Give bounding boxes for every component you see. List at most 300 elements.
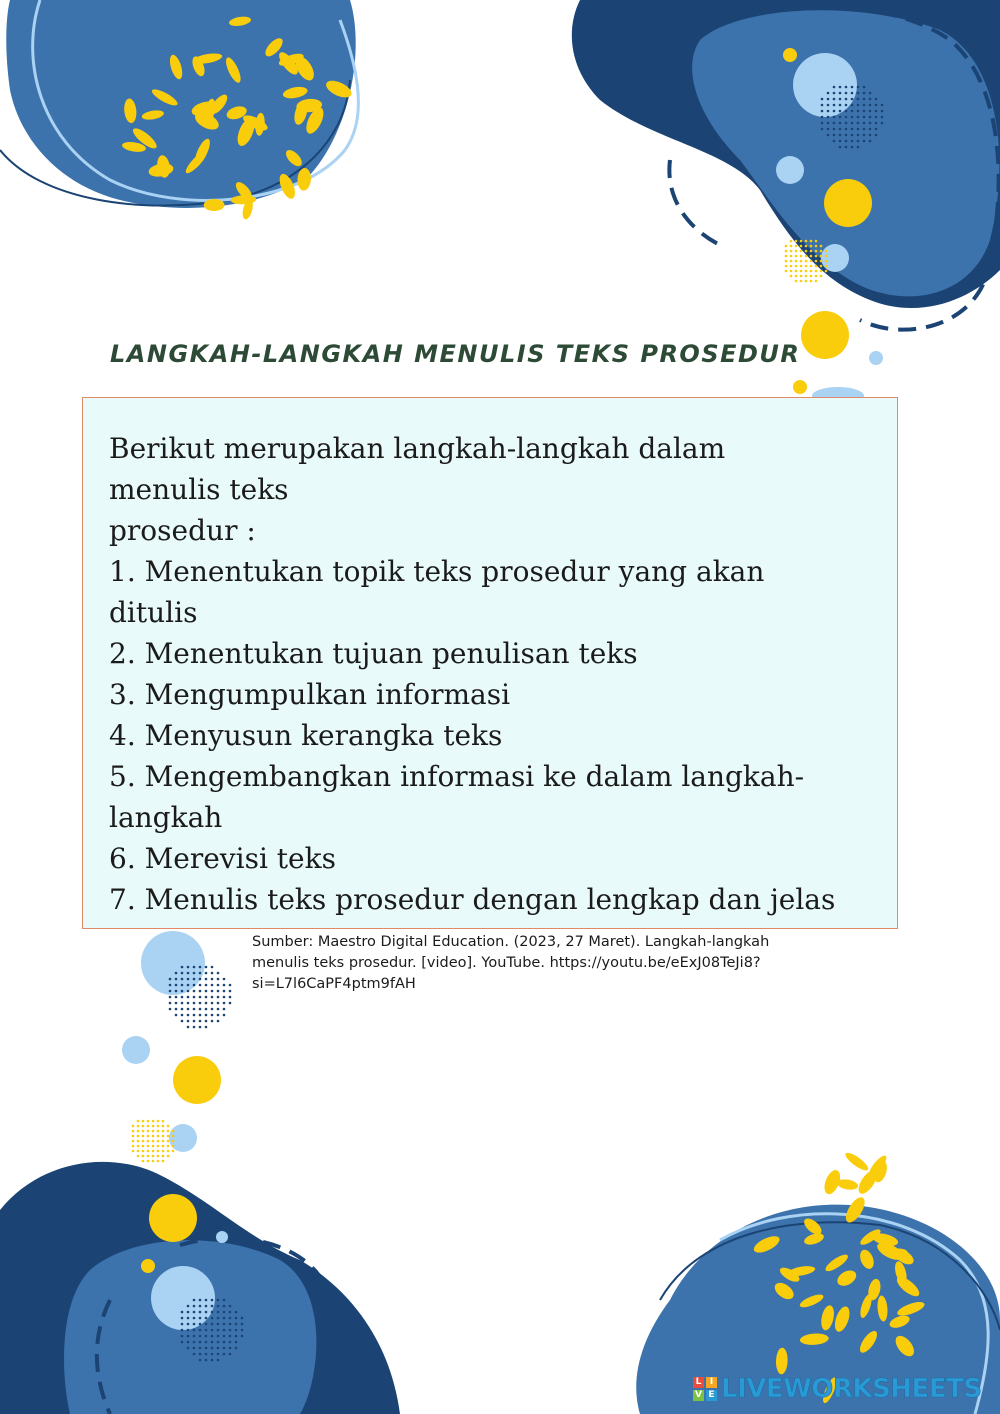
step-line: 2. Menentukan tujuan penulisan teks: [109, 637, 638, 670]
dot: [217, 1008, 220, 1011]
dot: [162, 1125, 165, 1128]
dot: [181, 984, 184, 987]
circles-middle-left: [122, 931, 231, 1162]
dot: [152, 1160, 155, 1163]
dot: [205, 1335, 208, 1338]
dot: [199, 1323, 202, 1326]
dot: [211, 1008, 214, 1011]
dot: [241, 1335, 244, 1338]
dot: [875, 116, 878, 119]
dot: [199, 1317, 202, 1320]
dot: [205, 1020, 208, 1023]
dot: [875, 122, 878, 125]
dot: [790, 265, 793, 268]
dot: [223, 1323, 226, 1326]
dot: [845, 146, 848, 149]
dot: [800, 245, 803, 248]
dot: [172, 1145, 175, 1148]
liveworksheets-logo: [693, 1372, 982, 1406]
page-title: LANGKAH-LANGKAH MENULIS TEKS PROSEDUR: [110, 340, 801, 368]
dot: [857, 146, 860, 149]
dot: [875, 98, 878, 101]
dot: [217, 978, 220, 981]
dot: [187, 1341, 190, 1344]
dot: [211, 1353, 214, 1356]
dot: [810, 240, 813, 243]
dot: [132, 1140, 135, 1143]
dot: [147, 1145, 150, 1148]
dot: [199, 1347, 202, 1350]
dot: [881, 104, 884, 107]
dot: [193, 1020, 196, 1023]
dot: [193, 984, 196, 987]
dot: [181, 1020, 184, 1023]
dot: [815, 250, 818, 253]
dot: [193, 1341, 196, 1344]
dot: [857, 134, 860, 137]
dot: [187, 1335, 190, 1338]
dot: [217, 1329, 220, 1332]
dot: [820, 275, 823, 278]
seed-shape: [204, 199, 225, 211]
dot: [863, 92, 866, 95]
dot: [187, 1317, 190, 1320]
dot: [235, 1323, 238, 1326]
dot: [157, 1130, 160, 1133]
dot: [217, 1317, 220, 1320]
dot: [863, 122, 866, 125]
dot: [147, 1125, 150, 1128]
dot: [217, 1323, 220, 1326]
dot: [863, 98, 866, 101]
dot: [181, 996, 184, 999]
dot: [193, 1353, 196, 1356]
dot: [833, 98, 836, 101]
dot: [810, 270, 813, 273]
dot: [795, 265, 798, 268]
dot: [223, 1299, 226, 1302]
dot: [181, 1329, 184, 1332]
dot: [199, 984, 202, 987]
dot: [217, 972, 220, 975]
dot: [863, 86, 866, 89]
dot: [169, 984, 172, 987]
dot: [800, 275, 803, 278]
dot: [193, 966, 196, 969]
dot: [142, 1150, 145, 1153]
dot: [137, 1145, 140, 1148]
dot: [821, 98, 824, 101]
dot: [839, 116, 842, 119]
dot: [193, 1329, 196, 1332]
dot: [229, 1353, 232, 1356]
dot: [820, 245, 823, 248]
dot: [187, 1347, 190, 1350]
dot: [217, 990, 220, 993]
dot: [157, 1145, 160, 1148]
dot: [142, 1140, 145, 1143]
dot: [162, 1135, 165, 1138]
dot: [235, 1341, 238, 1344]
dot: [839, 146, 842, 149]
dot: [795, 240, 798, 243]
dot: [169, 996, 172, 999]
dot: [800, 280, 803, 283]
dot: [845, 98, 848, 101]
dot: [211, 1317, 214, 1320]
dot: [820, 270, 823, 273]
dot: [211, 996, 214, 999]
dot: [857, 104, 860, 107]
dot: [851, 86, 854, 89]
dot: [223, 990, 226, 993]
dot: [815, 270, 818, 273]
dot: [132, 1125, 135, 1128]
dot: [223, 1353, 226, 1356]
dot: [217, 1305, 220, 1308]
dot: [211, 1002, 214, 1005]
dot: [790, 245, 793, 248]
dot: [827, 116, 830, 119]
logo-mark-letter: E: [706, 1390, 717, 1401]
dot: [132, 1150, 135, 1153]
dot: [175, 984, 178, 987]
step-line: 3. Mengumpulkan informasi: [109, 678, 511, 711]
dot: [785, 265, 788, 268]
dot: [217, 1311, 220, 1314]
dot: [199, 1008, 202, 1011]
dot: [223, 1002, 226, 1005]
dot: [205, 1347, 208, 1350]
dot: [785, 245, 788, 248]
dot: [187, 1329, 190, 1332]
dot: [810, 275, 813, 278]
dot: [172, 1140, 175, 1143]
dot: [875, 128, 878, 131]
dot: [790, 275, 793, 278]
dot: [845, 128, 848, 131]
dot: [157, 1160, 160, 1163]
dot: [147, 1160, 150, 1163]
step-line: langkah: [109, 801, 223, 834]
dot: [137, 1140, 140, 1143]
dot: [869, 116, 872, 119]
dot: [205, 1008, 208, 1011]
dot: [162, 1160, 165, 1163]
dot: [187, 1311, 190, 1314]
dot: [187, 978, 190, 981]
dot: [241, 1317, 244, 1320]
dot: [825, 255, 828, 258]
dot: [132, 1135, 135, 1138]
dot: [241, 1323, 244, 1326]
dot: [241, 1329, 244, 1332]
dot: [235, 1329, 238, 1332]
dot: [162, 1130, 165, 1133]
dot: [857, 140, 860, 143]
dot: [199, 1341, 202, 1344]
step-line: 4. Menyusun kerangka teks: [109, 719, 503, 752]
source-line: menulis teks prosedur. [video]. YouTube. https://youtu.be/eExJ08TeJi8?: [252, 955, 761, 971]
dot: [800, 255, 803, 258]
dot: [181, 990, 184, 993]
dot: [827, 98, 830, 101]
intro-line: menulis teks: [109, 473, 289, 506]
dot: [205, 990, 208, 993]
dot: [137, 1120, 140, 1123]
dot: [851, 146, 854, 149]
dot: [785, 270, 788, 273]
dot: [223, 1311, 226, 1314]
dot: [152, 1145, 155, 1148]
dot: [187, 1008, 190, 1011]
dot: [863, 116, 866, 119]
dot: [815, 265, 818, 268]
dot: [845, 86, 848, 89]
dot: [795, 270, 798, 273]
dot: [229, 1002, 232, 1005]
dot: [211, 972, 214, 975]
dot: [869, 92, 872, 95]
dot: [187, 1002, 190, 1005]
dot: [795, 255, 798, 258]
dot: [217, 1341, 220, 1344]
seed-shape: [843, 1150, 870, 1173]
dot: [157, 1125, 160, 1128]
dot: [857, 110, 860, 113]
dot: [857, 98, 860, 101]
dot: [181, 1341, 184, 1344]
dot: [839, 104, 842, 107]
dot: [223, 1317, 226, 1320]
dot: [825, 250, 828, 253]
dot: [193, 1305, 196, 1308]
dot: [863, 104, 866, 107]
dot: [167, 1125, 170, 1128]
dot: [187, 990, 190, 993]
dot: [810, 265, 813, 268]
dot: [821, 122, 824, 125]
dot: [193, 1002, 196, 1005]
dot: [152, 1150, 155, 1153]
dot: [790, 240, 793, 243]
dot: [821, 104, 824, 107]
dot: [795, 280, 798, 283]
dot: [820, 250, 823, 253]
dot: [815, 245, 818, 248]
dot: [169, 990, 172, 993]
dot: [863, 140, 866, 143]
dot: [181, 966, 184, 969]
dot: [205, 1329, 208, 1332]
dot: [205, 984, 208, 987]
dot: [142, 1120, 145, 1123]
dot: [205, 1311, 208, 1314]
dot: [839, 140, 842, 143]
dot: [199, 990, 202, 993]
dot: [205, 1341, 208, 1344]
dot: [167, 1150, 170, 1153]
dot: [815, 260, 818, 263]
dot: [187, 1323, 190, 1326]
dot: [181, 1008, 184, 1011]
dot: [881, 122, 884, 125]
dot: [827, 92, 830, 95]
dot: [199, 978, 202, 981]
dot: [217, 1002, 220, 1005]
dot: [851, 116, 854, 119]
dot: [851, 140, 854, 143]
dot: [175, 996, 178, 999]
dot: [795, 245, 798, 248]
dot: [800, 260, 803, 263]
dot: [199, 972, 202, 975]
dot: [223, 1305, 226, 1308]
dot: [205, 1299, 208, 1302]
dot: [857, 128, 860, 131]
content-box: [82, 397, 898, 929]
dot: [833, 110, 836, 113]
dot: [845, 104, 848, 107]
dot: [193, 990, 196, 993]
dot: [869, 104, 872, 107]
dot: [211, 1347, 214, 1350]
dot: [193, 1335, 196, 1338]
dot: [833, 140, 836, 143]
dot: [205, 978, 208, 981]
dot: [157, 1120, 160, 1123]
dot: [839, 86, 842, 89]
dot: [223, 984, 226, 987]
dot: [229, 1335, 232, 1338]
dot: [175, 990, 178, 993]
dot: [790, 270, 793, 273]
dot: [187, 996, 190, 999]
dot: [845, 116, 848, 119]
dot: [223, 1341, 226, 1344]
dot: [857, 122, 860, 125]
dot: [857, 92, 860, 95]
dot: [162, 1150, 165, 1153]
dot: [205, 1002, 208, 1005]
dot: [875, 110, 878, 113]
dot: [851, 122, 854, 125]
dot: [820, 260, 823, 263]
dot: [193, 1347, 196, 1350]
dot: [790, 255, 793, 258]
dot: [157, 1140, 160, 1143]
dot: [187, 972, 190, 975]
dot: [833, 86, 836, 89]
dot: [205, 1026, 208, 1029]
dot: [785, 260, 788, 263]
dot: [851, 128, 854, 131]
dot: [142, 1125, 145, 1128]
intro-line: prosedur :: [109, 514, 256, 547]
dot: [800, 265, 803, 268]
logo-mark-letter: V: [693, 1390, 704, 1401]
dot: [821, 110, 824, 113]
dot: [839, 128, 842, 131]
dot: [181, 1335, 184, 1338]
dot: [167, 1130, 170, 1133]
dot: [187, 984, 190, 987]
dot: [147, 1120, 150, 1123]
dot: [845, 140, 848, 143]
blob-top-left: [0, 0, 358, 220]
dot: [235, 1311, 238, 1314]
dot: [169, 1002, 172, 1005]
dot: [839, 98, 842, 101]
dot: [181, 1311, 184, 1314]
dot: [205, 1305, 208, 1308]
dot: [217, 1014, 220, 1017]
dot: [229, 990, 232, 993]
dot: [790, 260, 793, 263]
dot: [875, 134, 878, 137]
dot: [839, 110, 842, 113]
dot: [157, 1155, 160, 1158]
dot: [217, 1359, 220, 1362]
dot: [147, 1150, 150, 1153]
dot: [881, 116, 884, 119]
dot: [229, 1329, 232, 1332]
dot: [863, 134, 866, 137]
dot: [845, 122, 848, 125]
dot: [217, 1347, 220, 1350]
dot: [217, 1020, 220, 1023]
dot: [795, 250, 798, 253]
dot: [142, 1145, 145, 1148]
dot: [175, 1002, 178, 1005]
dot: [229, 984, 232, 987]
dot: [869, 98, 872, 101]
dot: [132, 1145, 135, 1148]
dot: [147, 1130, 150, 1133]
dot: [162, 1140, 165, 1143]
dot: [805, 275, 808, 278]
dot: [175, 1014, 178, 1017]
dot: [810, 250, 813, 253]
dot: [805, 270, 808, 273]
logo-mark-letter: I: [706, 1377, 717, 1388]
dot: [181, 1014, 184, 1017]
dot: [152, 1135, 155, 1138]
step-line: ditulis: [109, 596, 198, 629]
logo-mark-letter: L: [693, 1377, 704, 1388]
dot: [223, 1014, 226, 1017]
dot: [181, 972, 184, 975]
dot: [845, 92, 848, 95]
dot: [800, 240, 803, 243]
dot: [205, 1359, 208, 1362]
dot: [805, 265, 808, 268]
dot: [833, 122, 836, 125]
dot: [193, 1014, 196, 1017]
dot: [839, 92, 842, 95]
dot: [167, 1135, 170, 1138]
dot: [205, 1317, 208, 1320]
dot: [187, 1026, 190, 1029]
dot: [211, 1335, 214, 1338]
dot: [137, 1135, 140, 1138]
dot: [795, 260, 798, 263]
dot: [211, 990, 214, 993]
dot: [235, 1317, 238, 1320]
dot: [851, 92, 854, 95]
dot: [827, 104, 830, 107]
dot: [167, 1140, 170, 1143]
